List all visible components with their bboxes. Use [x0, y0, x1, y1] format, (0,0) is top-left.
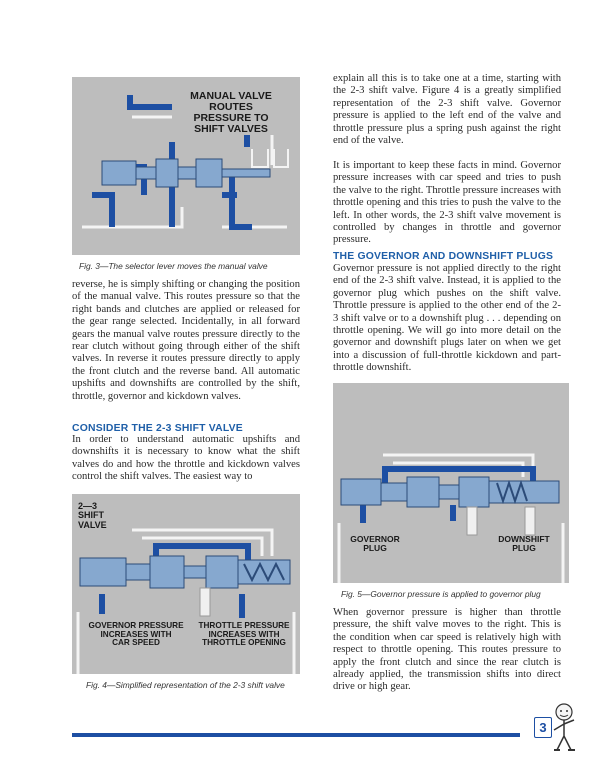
footer-rule	[72, 733, 520, 737]
left-paragraph-2: In order to understand automatic upshifts and downshifts it is necessary to know what the shift valves do and how the throttle and kickdown valves control the shift valves. The easiest way to	[72, 434, 300, 483]
figure-3	[72, 77, 300, 255]
figure-5	[333, 383, 569, 583]
figure-5-downshift-plug-label: DOWNSHIFT PLUG	[498, 534, 550, 553]
page-number: 3	[534, 717, 552, 738]
right-paragraph-3: Governor pressure is not applied directly to the right end of the 2-3 shift valve. Instead, it is applied to the governor plug which pushes on the shift valve. Throttle pressure is applied to the other end of the 2-3 shift valve or to a downshift plug . . . depending on throttle opening. We will go into more detail on the governor and downshift plugs later on when we get into a discussion of full-throttle kickdown and part-throttle downshift.	[333, 263, 561, 374]
figure-3-label: MANUAL VALVE ROUTES PRESSURE TO SHIFT VALVES	[172, 91, 290, 135]
figure-4-throttle-label: THROTTLE PRESSURE INCREASES WITH THROTTLE OPENING	[198, 621, 290, 648]
figure-4-caption: Fig. 4—Simplified representation of the 2-3 shift valve	[86, 680, 285, 690]
left-heading: CONSIDER THE 2-3 SHIFT VALVE	[72, 423, 243, 434]
figure-5-caption: Fig. 5—Governor pressure is applied to governor plug	[341, 589, 541, 599]
mascot-icon	[548, 702, 580, 754]
figure-4	[72, 494, 300, 674]
right-paragraph-1: explain all this is to take one at a time, starting with the 2-3 shift valve. Figure 4 is a greatly simplified representation of the 2-3 shift valve. Governor pressure is applied to the left end of the valve and throttle pressure plus a spring push against the right end of the valve.	[333, 73, 561, 147]
left-paragraph-1: reverse, he is simply shifting or changing the position of the manual valve. This routes pressure so that the right bands and clutches are applied or released for the gear range selected. Incidentally, in all forward gears the manual valve routes pressure directly to the rear clutch without going through either of the shift valves. In reverse it routes pressure directly to apply the front clutch and the reverse band. All automatic upshifts and downshifts are controlled by the shift, throttle, governor and kickdown valves.	[72, 279, 300, 402]
right-paragraph-2: It is important to keep these facts in mind. Governor pressure increases with car speed and tries to push the valve to the right. Throttle pressure increases with throttle opening and this tries to push the valve to the left. In other words, the 2-3 shift valve movement is controlled by changes in throttle and governor pressure.	[333, 160, 561, 246]
right-paragraph-4: When governor pressure is higher than throttle pressure, the shift valve moves to the right. This is the condition when car speed is relatively high with respect to throttle opening. This routes pressure to apply the front clutch and since the rear clutch is already applied, the transmission shifts into direct drive or high gear.	[333, 607, 561, 693]
figure-4-valve-label: 2—3 SHIFT VALVE	[78, 501, 107, 530]
figure-5-governor-plug-label: GOVERNOR PLUG	[350, 534, 400, 553]
figure-3-caption: Fig. 3—The selector lever moves the manual valve	[79, 261, 268, 271]
right-heading: THE GOVERNOR AND DOWNSHIFT PLUGS	[333, 251, 554, 262]
figure-4-governor-label: GOVERNOR PRESSURE INCREASES WITH CAR SPEED	[88, 621, 184, 648]
